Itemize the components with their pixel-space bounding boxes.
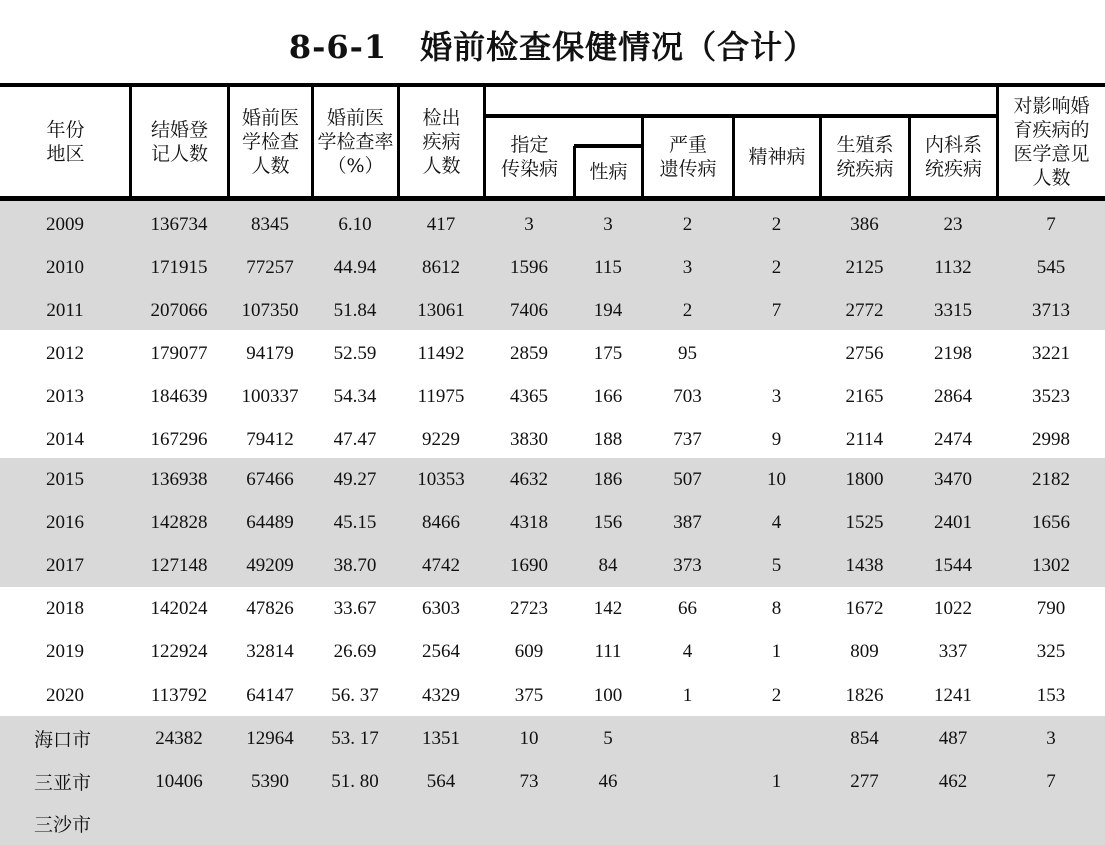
row-label: 2017 — [46, 554, 84, 576]
table-cell: 179077 — [150, 342, 208, 364]
table-cell: 4 — [682, 640, 693, 662]
column-header: 性病 — [589, 161, 628, 183]
table-cell: 64147 — [246, 684, 294, 706]
table-cell — [733, 717, 820, 760]
table-cell: 2 — [682, 299, 693, 321]
table-cell: 487 — [938, 727, 968, 749]
table-cell: 373 — [673, 554, 702, 576]
table-cell: 10 — [519, 727, 539, 749]
table-cell: 33.67 — [333, 597, 377, 619]
table-cell: 11492 — [417, 342, 465, 364]
table-cell: 47.47 — [333, 428, 377, 450]
table-cell: 1800 — [845, 468, 884, 490]
table-cell: 3 — [603, 213, 613, 235]
table-cell: 6303 — [422, 597, 460, 619]
table-cell: 56. 37 — [331, 684, 379, 706]
table-cell: 73 — [519, 770, 539, 792]
table-cell: 325 — [1036, 640, 1066, 662]
table-cell: 703 — [673, 385, 702, 407]
table-cell: 6.10 — [338, 213, 372, 235]
table-row — [0, 674, 1105, 717]
table-cell: 9 — [771, 428, 782, 450]
table-cell: 3 — [771, 385, 782, 407]
row-label: 2016 — [46, 511, 84, 533]
table-cell: 142 — [593, 597, 623, 619]
table-cell: 609 — [514, 640, 544, 662]
table-cell: 1 — [771, 770, 782, 792]
table-cell: 2998 — [1032, 428, 1070, 450]
table-cell: 7406 — [510, 299, 548, 321]
table-cell: 167296 — [150, 428, 208, 450]
table-cell: 1241 — [934, 684, 972, 706]
table-cell: 2 — [771, 213, 782, 235]
table-cell: 3470 — [934, 468, 972, 490]
table-cell — [820, 802, 909, 845]
table-cell: 115 — [594, 256, 622, 278]
table-cell: 8 — [771, 597, 782, 619]
table-cell: 32814 — [246, 640, 294, 662]
table-cell: 3315 — [934, 299, 972, 321]
table-cell: 94179 — [246, 342, 294, 364]
table-cell: 46 — [598, 770, 618, 792]
table-row — [0, 760, 1105, 803]
table-cell: 4329 — [422, 684, 460, 706]
column-header: 内科系 统疾病 — [924, 134, 982, 180]
table-cell: 1022 — [934, 597, 972, 619]
table-cell: 1351 — [422, 727, 460, 749]
table-cell: 337 — [938, 640, 968, 662]
table-cell: 2864 — [934, 385, 972, 407]
table-cell: 26.69 — [333, 640, 377, 662]
table-cell: 45.15 — [333, 511, 377, 533]
table-cell: 153 — [1036, 684, 1066, 706]
row-label: 2014 — [46, 428, 84, 450]
table-cell: 2772 — [845, 299, 884, 321]
table-cell: 95 — [678, 342, 697, 364]
table-cell: 1 — [771, 640, 782, 662]
table-cell: 1596 — [510, 256, 548, 278]
table-cell: 207066 — [150, 299, 208, 321]
table-cell: 52.59 — [333, 342, 377, 364]
table-cell: 100 — [593, 684, 623, 706]
table-cell: 24382 — [155, 727, 203, 749]
table-cell: 387 — [673, 511, 702, 533]
table-cell: 79412 — [246, 428, 294, 450]
table-cell: 8466 — [422, 511, 460, 533]
table-cell: 12964 — [246, 727, 294, 749]
column-header: 生殖系 统疾病 — [836, 134, 894, 180]
table-cell: 47826 — [246, 597, 294, 619]
table-cell — [484, 802, 574, 845]
table-row — [0, 289, 1105, 332]
table-cell: 1656 — [1032, 511, 1070, 533]
page-title: 8-6-1 婚前检查保健情况（合计） — [288, 28, 817, 66]
table-cell: 3713 — [1032, 299, 1070, 321]
row-label: 三沙市 — [34, 815, 92, 836]
table-cell: 564 — [426, 770, 456, 792]
table-cell: 4 — [771, 511, 782, 533]
row-label: 2009 — [46, 213, 84, 235]
table-cell: 84 — [598, 554, 618, 576]
table-cell: 2114 — [845, 428, 884, 450]
table-cell: 417 — [426, 213, 456, 235]
table-cell: 462 — [938, 770, 968, 792]
table-cell: 3 — [1046, 727, 1056, 749]
table-cell: 2723 — [510, 597, 548, 619]
table-cell: 77257 — [246, 256, 294, 278]
table-cell: 854 — [850, 727, 879, 749]
table-cell — [642, 760, 733, 803]
table-cell: 23 — [943, 213, 963, 235]
table-cell: 7 — [1046, 213, 1056, 235]
table-cell: 127148 — [150, 554, 208, 576]
row-label: 2015 — [46, 468, 84, 490]
table-cell: 737 — [673, 428, 702, 450]
table-cell: 277 — [850, 770, 879, 792]
table-cell: 1438 — [845, 554, 884, 576]
table-cell: 10353 — [417, 468, 465, 490]
table-cell: 2564 — [422, 640, 460, 662]
row-label: 2020 — [46, 684, 84, 706]
table-cell: 2756 — [845, 342, 884, 364]
row-label: 2011 — [46, 299, 84, 321]
table-cell: 3 — [524, 213, 534, 235]
table-cell: 111 — [594, 640, 622, 662]
column-header: 精神病 — [748, 146, 806, 168]
table-row — [0, 246, 1105, 289]
table-cell: 7 — [1046, 770, 1056, 792]
table-cell: 5 — [603, 727, 613, 749]
table-cell: 3 — [682, 256, 693, 278]
table-row — [0, 332, 1105, 375]
table-cell: 49.27 — [333, 468, 377, 490]
table-cell: 166 — [593, 385, 623, 407]
table-cell: 2165 — [845, 385, 884, 407]
table-cell: 11975 — [417, 385, 465, 407]
table-cell: 5390 — [251, 770, 289, 792]
table-cell: 3523 — [1032, 385, 1070, 407]
table-row — [0, 630, 1105, 673]
table-cell: 386 — [850, 213, 879, 235]
table-cell: 113792 — [150, 684, 208, 706]
table-cell: 122924 — [150, 640, 208, 662]
table-cell: 2125 — [845, 256, 884, 278]
table-rule — [0, 196, 1105, 201]
table-cell: 5 — [771, 554, 782, 576]
table-cell: 2 — [771, 256, 782, 278]
table-cell: 64489 — [246, 511, 294, 533]
table-row — [0, 802, 1105, 845]
table-cell: 2859 — [510, 342, 548, 364]
table-cell — [574, 802, 642, 845]
table-cell: 188 — [593, 428, 623, 450]
table-cell — [909, 802, 997, 845]
table-cell: 1 — [682, 684, 693, 706]
table-cell: 8345 — [251, 213, 289, 235]
table-cell: 1302 — [1032, 554, 1070, 576]
table-cell — [642, 717, 733, 760]
table-cell: 107350 — [241, 299, 299, 321]
table-cell: 2 — [682, 213, 693, 235]
table-cell: 2182 — [1032, 468, 1070, 490]
column-header: 婚前医 学检查率 （%） — [317, 106, 394, 177]
table-cell: 1672 — [845, 597, 884, 619]
table-cell — [398, 802, 484, 845]
table-cell: 1826 — [845, 684, 884, 706]
table-cell: 136734 — [150, 213, 208, 235]
table-cell: 4742 — [422, 554, 460, 576]
table-cell: 142828 — [150, 511, 208, 533]
row-label: 2019 — [46, 640, 84, 662]
table-row — [0, 544, 1105, 587]
table-row — [0, 418, 1105, 461]
table-cell: 790 — [1036, 597, 1066, 619]
table-cell: 53. 17 — [331, 727, 379, 749]
table-cell: 171915 — [150, 256, 208, 278]
table-row — [0, 458, 1105, 501]
table-row — [0, 501, 1105, 544]
column-header: 结婚登 记人数 — [150, 118, 208, 165]
table-cell: 3830 — [510, 428, 548, 450]
table-cell: 194 — [593, 299, 623, 321]
table-cell: 54.34 — [333, 385, 377, 407]
table-cell: 4318 — [510, 511, 548, 533]
table-cell: 142024 — [150, 597, 208, 619]
table-cell: 1525 — [845, 511, 884, 533]
table-cell: 186 — [593, 468, 623, 490]
table-row — [0, 717, 1105, 760]
table-cell: 136938 — [150, 468, 208, 490]
table-cell: 1690 — [510, 554, 548, 576]
table-cell: 156 — [593, 511, 623, 533]
table-cell: 66 — [678, 597, 697, 619]
table-cell — [130, 802, 228, 845]
row-label: 2012 — [46, 342, 84, 364]
table-cell: 7 — [771, 299, 782, 321]
table-cell: 67466 — [246, 468, 294, 490]
table-row — [0, 375, 1105, 418]
row-label: 2010 — [46, 256, 84, 278]
table-cell — [642, 802, 733, 845]
table-cell: 10 — [767, 468, 786, 490]
table-cell: 51.84 — [333, 299, 377, 321]
table-cell: 175 — [593, 342, 623, 364]
column-header: 检出 疾病 人数 — [422, 106, 461, 177]
table-cell: 4632 — [510, 468, 548, 490]
table-cell: 2 — [771, 684, 782, 706]
table-cell — [733, 802, 820, 845]
table-cell: 49209 — [246, 554, 294, 576]
table-cell: 2474 — [934, 428, 972, 450]
table-cell — [733, 332, 820, 375]
column-header: 年份 地区 — [46, 118, 85, 165]
row-label: 海口市 — [34, 730, 92, 751]
table-row — [0, 587, 1105, 630]
table-cell: 13061 — [417, 299, 465, 321]
table-cell: 9229 — [422, 428, 460, 450]
table-cell: 100337 — [241, 385, 299, 407]
table-cell: 8612 — [422, 256, 460, 278]
table-cell: 4365 — [510, 385, 548, 407]
column-header: 指定 传染病 — [500, 134, 558, 180]
table-cell: 809 — [850, 640, 879, 662]
table-cell — [997, 802, 1105, 845]
row-label: 2018 — [46, 597, 84, 619]
column-header: 婚前医 学检查 人数 — [241, 106, 299, 177]
table-cell: 1544 — [934, 554, 972, 576]
table-cell: 2401 — [934, 511, 972, 533]
table-cell: 2198 — [934, 342, 972, 364]
table-cell: 1132 — [934, 256, 972, 278]
row-label: 2013 — [46, 385, 84, 407]
table-cell — [312, 802, 398, 845]
table-cell: 545 — [1036, 256, 1066, 278]
table-cell: 44.94 — [333, 256, 377, 278]
table-cell — [228, 802, 312, 845]
column-header: 严重 遗传病 — [659, 134, 717, 180]
table-row — [0, 203, 1105, 246]
table-cell: 51. 80 — [331, 770, 379, 792]
table-cell: 507 — [673, 468, 702, 490]
table-cell: 375 — [514, 684, 544, 706]
table-cell: 184639 — [150, 385, 208, 407]
table-cell: 38.70 — [333, 554, 377, 576]
row-label: 三亚市 — [34, 773, 92, 794]
table-cell: 10406 — [155, 770, 203, 792]
table-cell: 3221 — [1032, 342, 1070, 364]
column-header: 对影响婚 育疾病的 医学意见 人数 — [1013, 94, 1090, 189]
